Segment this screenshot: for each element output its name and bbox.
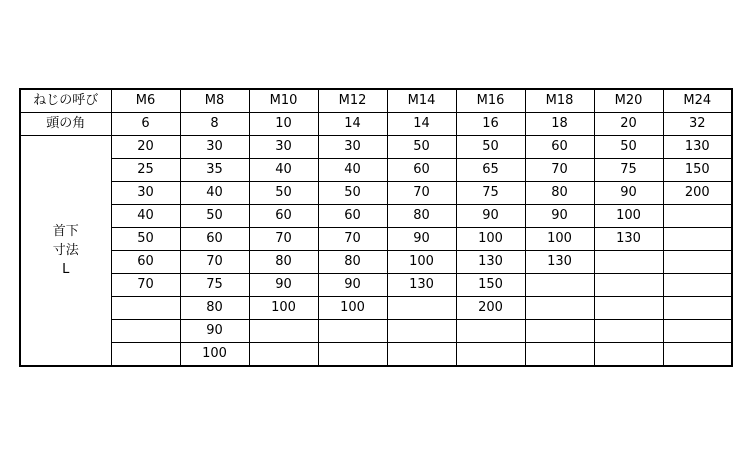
length-value: 50	[387, 136, 456, 159]
thread-size-m8: M8	[180, 89, 249, 113]
length-value: 50	[111, 228, 180, 251]
length-label-line: 首下	[52, 224, 79, 239]
length-value	[663, 274, 732, 297]
length-value: 60	[318, 205, 387, 228]
head-angle-value: 32	[663, 113, 732, 136]
length-value: 80	[525, 182, 594, 205]
length-value: 35	[180, 159, 249, 182]
length-value: 70	[318, 228, 387, 251]
length-value: 100	[594, 205, 663, 228]
head-angle-value: 14	[387, 113, 456, 136]
thread-size-m20: M20	[594, 89, 663, 113]
length-value: 40	[111, 205, 180, 228]
length-value: 50	[318, 182, 387, 205]
length-value: 80	[180, 297, 249, 320]
length-value	[594, 343, 663, 367]
length-value	[111, 343, 180, 367]
length-row	[20, 320, 732, 343]
length-value	[594, 251, 663, 274]
thread-size-m18: M18	[525, 89, 594, 113]
length-label-line: L	[62, 262, 70, 277]
length-value: 130	[387, 274, 456, 297]
length-value: 100	[525, 228, 594, 251]
length-value	[594, 274, 663, 297]
length-value: 60	[387, 159, 456, 182]
length-value: 30	[180, 136, 249, 159]
thread-size-m16: M16	[456, 89, 525, 113]
length-value	[663, 320, 732, 343]
length-value: 50	[456, 136, 525, 159]
length-value: 80	[387, 205, 456, 228]
length-value: 70	[387, 182, 456, 205]
length-value	[111, 297, 180, 320]
length-value	[594, 297, 663, 320]
length-value	[663, 205, 732, 228]
head-angle-value: 18	[525, 113, 594, 136]
length-value: 90	[180, 320, 249, 343]
length-value	[663, 251, 732, 274]
length-value	[663, 297, 732, 320]
length-row	[20, 159, 732, 182]
length-value: 80	[318, 251, 387, 274]
length-value	[249, 320, 318, 343]
length-label	[20, 136, 111, 367]
length-value: 65	[456, 159, 525, 182]
length-value: 70	[111, 274, 180, 297]
length-value: 90	[594, 182, 663, 205]
length-row	[20, 343, 732, 367]
length-row	[20, 136, 732, 159]
length-value: 40	[180, 182, 249, 205]
length-value: 30	[318, 136, 387, 159]
length-value: 90	[456, 205, 525, 228]
length-value: 50	[594, 136, 663, 159]
thread-size-m12: M12	[318, 89, 387, 113]
length-value	[525, 320, 594, 343]
head-angle-row	[20, 113, 732, 136]
thread-size-m14: M14	[387, 89, 456, 113]
length-value	[525, 343, 594, 367]
length-value	[456, 343, 525, 367]
length-value: 50	[180, 205, 249, 228]
length-value	[111, 320, 180, 343]
length-value: 30	[249, 136, 318, 159]
head-angle-label: 頭の角	[20, 113, 111, 136]
length-value: 70	[249, 228, 318, 251]
length-value	[318, 343, 387, 367]
head-angle-value: 16	[456, 113, 525, 136]
length-value: 90	[318, 274, 387, 297]
length-value: 20	[111, 136, 180, 159]
length-value: 60	[249, 205, 318, 228]
length-label-line: 寸法	[52, 243, 79, 258]
length-value: 100	[180, 343, 249, 367]
length-value: 80	[249, 251, 318, 274]
length-row	[20, 274, 732, 297]
length-value	[387, 320, 456, 343]
length-value: 90	[387, 228, 456, 251]
length-value	[594, 320, 663, 343]
length-value: 100	[318, 297, 387, 320]
length-value: 100	[456, 228, 525, 251]
length-value: 200	[663, 182, 732, 205]
length-value: 130	[663, 136, 732, 159]
thread-size-label: ねじの呼び	[20, 89, 111, 113]
length-value	[456, 320, 525, 343]
length-value: 200	[456, 297, 525, 320]
length-value: 40	[318, 159, 387, 182]
length-value: 70	[180, 251, 249, 274]
bolt-length-spec-table	[19, 88, 733, 367]
length-value: 100	[249, 297, 318, 320]
length-row	[20, 228, 732, 251]
length-value	[318, 320, 387, 343]
thread-size-m6: M6	[111, 89, 180, 113]
thread-size-m10: M10	[249, 89, 318, 113]
length-value: 90	[249, 274, 318, 297]
length-value: 130	[525, 251, 594, 274]
length-value: 60	[111, 251, 180, 274]
length-value	[525, 297, 594, 320]
length-value	[387, 343, 456, 367]
length-value: 75	[180, 274, 249, 297]
length-value: 60	[180, 228, 249, 251]
length-value: 75	[594, 159, 663, 182]
length-value	[525, 274, 594, 297]
length-value: 30	[111, 182, 180, 205]
length-value: 150	[663, 159, 732, 182]
length-label-text	[53, 222, 79, 279]
length-value	[663, 343, 732, 367]
head-angle-value: 6	[111, 113, 180, 136]
head-angle-value: 8	[180, 113, 249, 136]
length-row	[20, 297, 732, 320]
length-value: 100	[387, 251, 456, 274]
thread-size-m24: M24	[663, 89, 732, 113]
spec-table-body	[20, 113, 732, 367]
length-value: 50	[249, 182, 318, 205]
length-value: 70	[525, 159, 594, 182]
length-value	[663, 228, 732, 251]
head-angle-value: 10	[249, 113, 318, 136]
length-value: 130	[456, 251, 525, 274]
length-value: 60	[525, 136, 594, 159]
length-value: 75	[456, 182, 525, 205]
length-value: 150	[456, 274, 525, 297]
head-angle-value: 20	[594, 113, 663, 136]
length-value: 130	[594, 228, 663, 251]
length-value: 25	[111, 159, 180, 182]
length-value: 90	[525, 205, 594, 228]
head-angle-value: 14	[318, 113, 387, 136]
length-row	[20, 251, 732, 274]
length-row	[20, 182, 732, 205]
length-value: 40	[249, 159, 318, 182]
length-value	[387, 297, 456, 320]
length-row	[20, 205, 732, 228]
thread-size-row	[20, 89, 732, 113]
length-value	[249, 343, 318, 367]
